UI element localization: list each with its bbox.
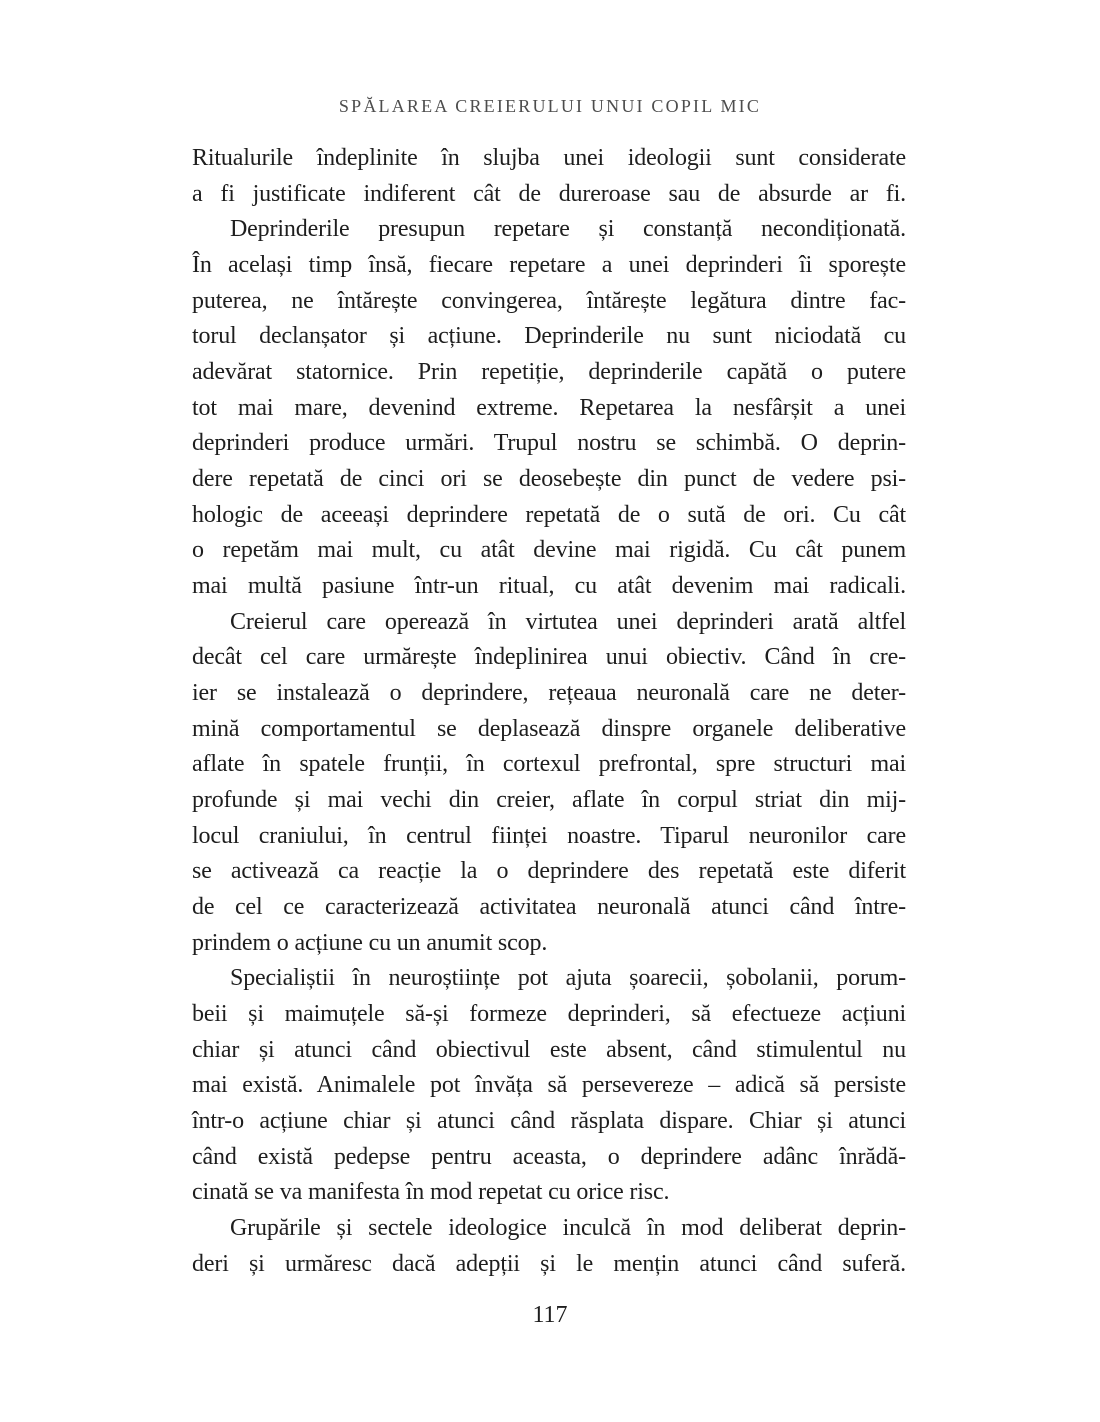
text-line: ier se instalează o deprindere, rețeaua neuronală care ne deter- [192,680,906,707]
text-line: prindem o acțiune cu un anumit scop. [192,929,548,956]
text-line: Grupările și sectele ideologice inculcă în mod deliberat deprin- [230,1215,906,1242]
paragraph [192,1211,906,1282]
paragraph [192,141,906,212]
text-line: Creierul care operează în virtutea unei deprinderi arată altfel [230,608,906,635]
text-line: a fi justificate indiferent cât de dureroase sau de absurde ar fi. [192,180,906,207]
text-line: beii și maimuțele să-și formeze deprinderi, să efectueze acțiuni [192,1001,906,1028]
text-line: Specialiștii în neuroștiințe pot ajuta șoarecii, șobolanii, porum- [230,965,906,992]
text-line: tot mai mare, devenind extreme. Repetarea la nesfârșit a unei [192,394,906,421]
text-line: hologic de aceeași deprindere repetată de o sută de ori. Cu cât [192,501,906,528]
text-line: dere repetată de cinci ori se deosebește din punct de vedere psi- [192,466,906,493]
paragraph [192,961,906,1211]
text-line: torul declanșator și acțiune. Deprinderile nu sunt niciodată cu [192,323,906,350]
text-line: mai multă pasiune într-un ritual, cu atât devenim mai radicali. [192,573,906,600]
text-line: deri și urmăresc dacă adepții și le mențin atunci când suferă. [192,1250,906,1277]
text-line: de cel ce caracterizează activitatea neuronală atunci când între- [192,894,906,921]
text-line: într-o acțiune chiar și atunci când răsplata dispare. Chiar și atunci [192,1108,906,1135]
body-text [192,141,906,1283]
running-header: SPĂLAREA CREIERULUI UNUI COPIL MIC [338,96,762,116]
text-line: mai există. Animalele pot învăța să persevereze – adică să persiste [192,1072,906,1099]
text-line: mină comportamentul se deplasează dinspre organele deliberative [192,715,906,742]
text-line: deprinderi produce urmări. Trupul nostru se schimbă. O deprin- [192,430,906,457]
text-line: Ritualurile îndeplinite în slujba unei ideologii sunt considerate [192,145,906,171]
text-line: când există pedepse pentru aceasta, o deprindere adânc înrădă- [192,1143,906,1170]
text-line: puterea, ne întărește convingerea, întărește legătura dintre fac- [192,287,906,314]
paragraph [192,605,906,962]
text-line: chiar și atunci când obiectivul este absent, când stimulentul nu [192,1036,906,1063]
text-line: se activează ca reacție la o deprindere des repetată este diferit [192,858,906,885]
text-line: o repetăm mai mult, cu atât devine mai rigidă. Cu cât punem [192,537,906,564]
text-line: locul craniului, în centrul ființei noastre. Tiparul neuronilor care [192,822,906,849]
text-line: adevărat statornice. Prin repetiție, deprinderile capătă o putere [192,359,906,386]
text-line: Deprinderile presupun repetare și constanță necondiționată. [230,216,906,243]
text-line: cinată se va manifesta în mod repetat cu orice risc. [192,1179,670,1206]
text-line: decât cel care urmărește îndeplinirea unui obiectiv. Când în cre- [192,644,906,671]
text-line: profunde și mai vechi din creier, aflate în corpul striat din mij- [192,787,906,814]
text-line: În același timp însă, fiecare repetare a unei deprinderi îi sporește [192,252,906,279]
page-number: 117 [532,1302,568,1328]
paragraph [192,212,906,604]
text-line: aflate în spatele frunții, în cortexul prefrontal, spre structuri mai [192,751,906,778]
